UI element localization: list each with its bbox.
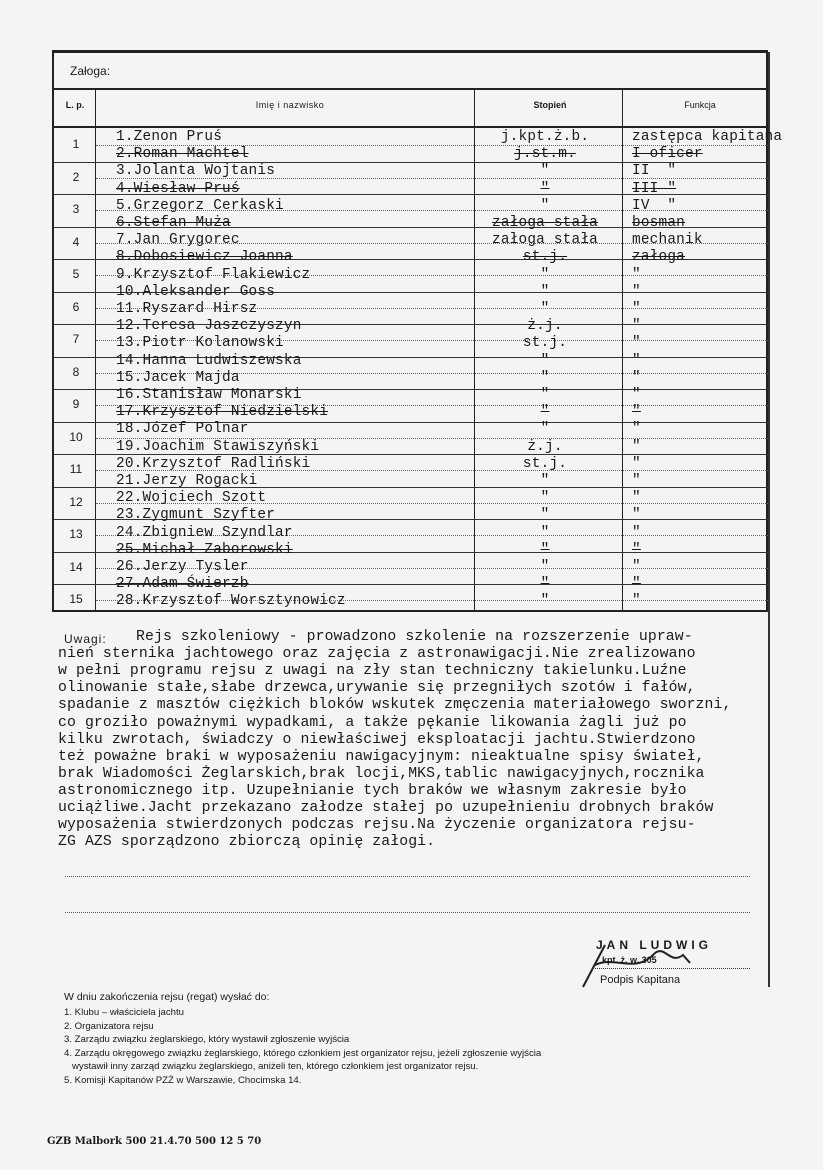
crew-name: 28.Krzysztof Worsztynowicz (116, 593, 346, 610)
remarks-line: Rejs szkoleniowy - prowadzono szkolenie na rozszerzenie upraw- (136, 629, 693, 645)
crew-function: " (632, 473, 641, 489)
crew-name: 8.Dobosiewicz Joanna (116, 249, 293, 266)
crew-name: 17.Krzysztof Niedzielski (116, 404, 329, 421)
crew-rank: " (540, 352, 550, 369)
row-number: 14 (69, 559, 83, 574)
remarks-line: astronomicznego itp. Uzupełnianie tych braków we własnym zakresie było (58, 782, 687, 799)
remarks-line: kilku zwrotach, świadczy o niewłaściwej eksploatacji jachtu.Stwierdzono (58, 731, 696, 748)
row-number: 15 (69, 592, 83, 606)
crew-function: " (632, 387, 641, 403)
crew-rank: załoga stała (491, 215, 599, 231)
row-number: 13 (69, 527, 83, 541)
crew-function: " (632, 593, 641, 610)
crew-name: 15.Jacek Majda (116, 369, 240, 386)
crew-rank: " (540, 266, 550, 283)
header-top-rule (54, 88, 768, 90)
crew-name: 27.Adam Świerzb (116, 576, 249, 593)
row-number: 11 (69, 462, 83, 476)
column-divider-rank (622, 90, 623, 612)
crew-header: Załoga: (70, 64, 111, 78)
header-bottom-rule (54, 126, 768, 128)
crew-name: 25.Michał Zaborowski (116, 541, 293, 558)
send-instructions-title: W dniu zakończenia rejsu (regat) wysłać do: (64, 991, 270, 1003)
crew-rank: ż.j. (527, 318, 563, 335)
crew-name: 12.Teresa Jaszczyszyn (116, 318, 302, 335)
crew-name: 11.Ryszard Hirsz (116, 301, 258, 317)
row-number: 4 (72, 234, 80, 249)
row-number: 2 (72, 169, 80, 184)
remarks-line: uciążliwe.Jacht przekazano załodze stałej po uzupełnieniu drobnych braków (58, 800, 714, 816)
crew-rank: " (540, 507, 550, 524)
send-instruction-item: 5. Komisji Kapitanów PZŻ w Warszawie, Chocimska 14. (64, 1075, 302, 1086)
crew-rank: " (540, 421, 550, 438)
blank-line (65, 912, 750, 913)
printer-footer: GZB Malbork 500 21.4.70 500 12 5 70 (47, 1136, 262, 1147)
remarks-line: olinowanie stałe,słabe drzewca,urywanie się przegniłych szotów i fałów, (58, 680, 696, 697)
signature-line (592, 968, 750, 969)
crew-name: 18.Józef Polnar (116, 421, 249, 438)
crew-function: zastępca kapitana (632, 129, 783, 145)
send-instruction-item: wystawił inny zarząd związku żeglarskiego, aniżeli ten, którego członkiem jest organizator rejsu. (64, 1061, 479, 1073)
send-instruction-item: 3. Zarządu związku żeglarskiego, który wystawił zgłoszenie wyjścia (64, 1034, 350, 1046)
crew-name: 9.Krzysztof Flakiewicz (116, 266, 311, 283)
crew-function: I oficer (632, 146, 703, 163)
row-number: 8 (72, 364, 80, 379)
crew-rank: ż.j. (527, 438, 563, 455)
crew-rank: " (540, 593, 550, 610)
send-instruction-item: 1. Klubu – właściciela jachtu (64, 1007, 184, 1018)
row-number: 6 (72, 299, 80, 314)
crew-rank: " (540, 524, 550, 541)
crew-function: IV " (632, 197, 677, 214)
crew-rank: załoga stała (491, 232, 599, 249)
crew-rank: " (540, 369, 550, 386)
crew-rank: st.j. (522, 335, 568, 352)
send-instruction-item: 2. Organizatora rejsu (64, 1020, 154, 1032)
captain-stamp-name: JAN LUDWIG (596, 938, 712, 952)
crew-rank: " (540, 473, 550, 489)
row-number: 7 (72, 332, 80, 346)
crew-function: mechanik (632, 232, 703, 249)
crew-name: 13.Piotr Kolanowski (116, 335, 284, 352)
col-header-rank: Stopień (533, 100, 567, 110)
remarks-line: spadanie z masztów ciężkich bloków wskutek zmęczenia materiałowego sworzni, (58, 697, 732, 714)
crew-function: " (632, 524, 641, 541)
crew-name: 20.Krzysztof Radliński (116, 455, 311, 472)
crew-name: 19.Joachim Stawiszyński (116, 438, 320, 455)
crew-name: 6.Stefan Muża (116, 215, 231, 231)
col-header-lp: L. p. (65, 100, 85, 110)
send-instruction-item: 4. Zarządu okręgowego związku żeglarskiego, którego członkiem jest organizator rejsu, jeżeli zgłoszenie wyjścia (64, 1047, 542, 1059)
crew-name: 21.Jerzy Rogacki (116, 473, 258, 489)
crew-function: " (632, 576, 641, 593)
crew-name: 10.Aleksander Goss (116, 283, 276, 300)
crew-name: 7.Jan Grygorec (116, 232, 240, 249)
crew-function: II " (632, 163, 677, 180)
remarks-line: wyposażenia stwierdzonych podczas rejsu.Na życzenie organizatora rejsu- (58, 817, 696, 834)
crew-function: " (632, 421, 641, 438)
crew-name: 4.Wiesław Pruś (116, 180, 240, 197)
row-number: 3 (72, 202, 80, 216)
row-number: 10 (69, 429, 83, 444)
crew-function: załoga (632, 249, 686, 266)
crew-function: " (632, 455, 641, 472)
crew-name: 23.Zygmunt Szyfter (116, 507, 276, 524)
crew-function: " (632, 283, 641, 300)
crew-rank: j.kpt.ż.b. (500, 129, 590, 145)
crew-function: " (632, 266, 641, 283)
captain-stamp-rank: kpt. ż. w. 305 (602, 955, 657, 965)
crew-function: " (632, 404, 641, 421)
crew-function: " (632, 352, 641, 369)
crew-name: 5.Grzegorz Cerkaski (116, 197, 284, 214)
remarks-line: brak Wiadomości Żeglarskich,brak locji,MKS,tablic nawigacyjnych,rocznika (58, 765, 705, 782)
crew-rank: " (540, 559, 550, 575)
crew-rank: " (540, 387, 550, 403)
crew-function: " (632, 541, 641, 558)
crew-rank: " (540, 163, 550, 180)
crew-name: 24.Zbigniew Szyndlar (116, 524, 293, 541)
crew-rank: " (540, 490, 550, 507)
crew-name: 14.Hanna Ludwiszewska (116, 352, 302, 369)
crew-name: 1.Zenon Pruś (116, 129, 223, 145)
signature-caption: Podpis Kapitana (600, 974, 681, 986)
crew-function: " (632, 301, 641, 317)
col-header-function: Funkcja (684, 100, 716, 110)
crew-rank: " (540, 283, 550, 300)
crew-rank: " (540, 197, 550, 214)
crew-rank: st.j. (522, 249, 568, 266)
right-margin-line (768, 52, 770, 987)
crew-name: 22.Wojciech Szott (116, 490, 267, 507)
crew-rank: " (540, 180, 550, 197)
crew-function: " (632, 369, 641, 386)
crew-rank: st.j. (522, 455, 568, 472)
crew-function: " (632, 507, 641, 524)
crew-function: " (632, 559, 641, 575)
crew-function: " (632, 438, 641, 455)
remarks-line: co groziło poważnymi wypadkami, a także pękanie likowania żagli już po (58, 714, 687, 731)
row-number: 5 (72, 267, 80, 281)
crew-function: " (632, 335, 641, 352)
remarks-line: w pełni programu rejsu z uwagi na zły stan techniczny takielunku.Luźne (58, 663, 687, 680)
crew-name: 26.Jerzy Tysler (116, 559, 249, 575)
column-divider-lp (95, 90, 96, 612)
col-header-name: Imię i nazwisko (255, 100, 325, 110)
remarks-label: Uwagi: (64, 632, 107, 646)
crew-name: 2.Roman Machtel (116, 146, 249, 163)
crew-rank: " (540, 301, 550, 317)
row-number: 9 (72, 397, 80, 411)
crew-rank: " (540, 576, 550, 593)
crew-rank: " (540, 404, 550, 421)
crew-rank: " (540, 541, 550, 558)
blank-line (65, 876, 750, 877)
row-number: 1 (72, 137, 80, 151)
crew-function: III " (632, 180, 677, 197)
remarks-line: też poważne braki w wyposażeniu nawigacyjnym: nieaktualne spisy świateł, (58, 748, 705, 765)
remarks-line: nień sternika jachtowego oraz zajęcia z astronawigacji.Nie zrealizowano (58, 646, 696, 663)
crew-function: " (632, 490, 641, 507)
remarks-line: ZG AZS sporządzono zbiorczą opinię załogi. (58, 834, 436, 851)
crew-rank: j.st.m. (514, 146, 576, 163)
crew-function: " (632, 318, 641, 335)
row-number: 12 (69, 494, 83, 509)
crew-function: bosman (632, 215, 686, 231)
crew-name: 16.Stanisław Monarski (116, 387, 302, 403)
crew-name: 3.Jolanta Wojtanis (116, 163, 276, 180)
